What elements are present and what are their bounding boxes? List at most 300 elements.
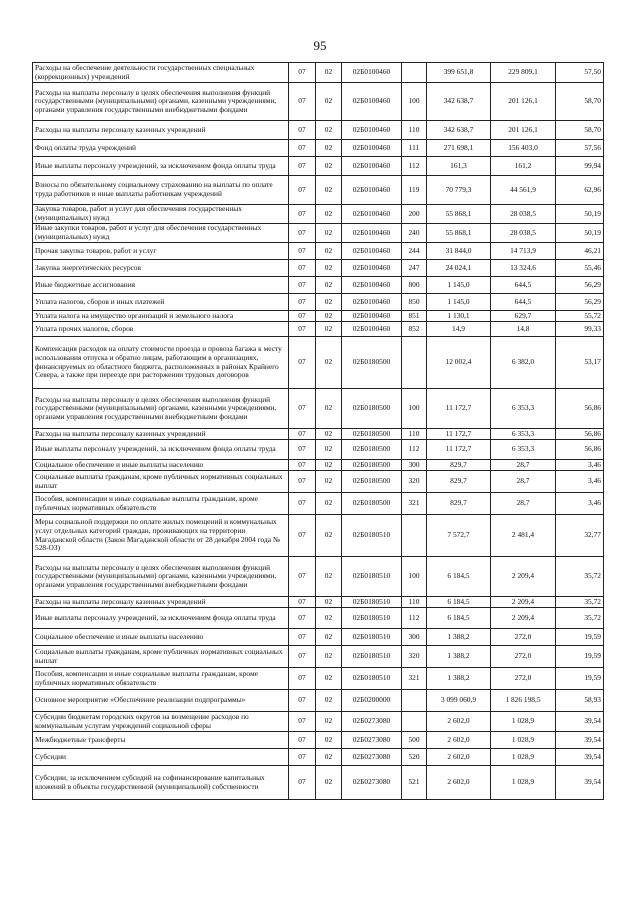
- execution-percent: 39,54: [556, 749, 604, 766]
- execution-percent: 57,56: [556, 140, 604, 157]
- execution-percent: 53,17: [556, 337, 604, 389]
- expense-name: Иные выплаты персоналу учреждений, за исключением фонда оплаты труда: [33, 608, 289, 629]
- section-code: 07: [289, 176, 316, 205]
- subsection-code: 02: [316, 311, 342, 322]
- expense-name: Уплата прочих налогов, сборов: [33, 322, 289, 337]
- execution-percent: 3,46: [556, 493, 604, 515]
- expense-name: Иные бюджетные ассигнования: [33, 277, 289, 294]
- section-code: 07: [289, 732, 316, 749]
- target-article-code: 02Б0180500: [342, 429, 402, 440]
- planned-amount: 342 638,7: [427, 83, 491, 121]
- executed-amount: 156 403,0: [491, 140, 556, 157]
- expense-name: Расходы на выплаты персоналу казенных учреждений: [33, 597, 289, 608]
- section-code: 07: [289, 121, 316, 140]
- table-row: [33, 732, 604, 749]
- planned-amount: 24 024,1: [427, 260, 491, 277]
- table-row: [33, 205, 604, 224]
- planned-amount: 1 388,2: [427, 646, 491, 668]
- table-row: [33, 557, 604, 597]
- target-article-code: 02Б0180500: [342, 460, 402, 471]
- expense-name: Компенсация расходов на оплату стоимости проезда и провоза багажа к месту использования отпуска и обратно лицам, работающим в организациях, финансируемых из областного бюджета, расположенных в районах Крайнего Севера, а также при переезде при расторжении трудовых договоров: [33, 337, 289, 389]
- table-row: [33, 460, 604, 471]
- target-article-code: 02Б0100460: [342, 83, 402, 121]
- expense-type-code: 521: [402, 766, 427, 800]
- subsection-code: 02: [316, 277, 342, 294]
- target-article-code: 02Б0100460: [342, 224, 402, 243]
- target-article-code: 02Б0180500: [342, 337, 402, 389]
- subsection-code: 02: [316, 629, 342, 646]
- expense-name: Пособия, компенсации и иные социальные выплаты гражданам, кроме публичных нормативных обязательств: [33, 493, 289, 515]
- subsection-code: 02: [316, 493, 342, 515]
- execution-percent: 62,96: [556, 176, 604, 205]
- target-article-code: 02Б0180500: [342, 389, 402, 429]
- expense-name: Расходы на выплаты персоналу казенных учреждений: [33, 429, 289, 440]
- planned-amount: 11 172,7: [427, 429, 491, 440]
- execution-percent: 58,93: [556, 690, 604, 712]
- expense-name: Взносы по обязательному социальному страхованию на выплаты по оплате труда работников и иные выплаты работникам учреждений: [33, 176, 289, 205]
- budget-table-body: [33, 63, 604, 800]
- planned-amount: 1 130,1: [427, 311, 491, 322]
- table-row: [33, 712, 604, 732]
- planned-amount: 31 844,0: [427, 243, 491, 260]
- expense-name: Закупка товаров, работ и услуг для обеспечения государственных (муниципальных) нужд: [33, 205, 289, 224]
- executed-amount: 28,7: [491, 493, 556, 515]
- expense-type-code: 520: [402, 749, 427, 766]
- target-article-code: 02Б0100460: [342, 176, 402, 205]
- expense-type-code: 119: [402, 176, 427, 205]
- subsection-code: 02: [316, 712, 342, 732]
- target-article-code: 02Б0273080: [342, 732, 402, 749]
- execution-percent: 50,19: [556, 205, 604, 224]
- expense-name: Расходы на выплаты персоналу в целях обеспечения выполнения функций государственными (муниципальными) органами, казенными учреждениями, органами управления государственными внебюджетными фондами: [33, 83, 289, 121]
- target-article-code: 02Б0180510: [342, 608, 402, 629]
- executed-amount: 1 028,9: [491, 712, 556, 732]
- subsection-code: 02: [316, 597, 342, 608]
- expense-type-code: 111: [402, 140, 427, 157]
- planned-amount: 6 184,5: [427, 597, 491, 608]
- execution-percent: 19,59: [556, 668, 604, 690]
- planned-amount: 271 698,1: [427, 140, 491, 157]
- subsection-code: 02: [316, 260, 342, 277]
- expense-type-code: [402, 515, 427, 557]
- expense-name: Прочая закупка товаров, работ и услуг: [33, 243, 289, 260]
- section-code: 07: [289, 311, 316, 322]
- target-article-code: 02Б0100460: [342, 311, 402, 322]
- expense-type-code: 240: [402, 224, 427, 243]
- expense-name: Расходы на выплаты персоналу в целях обеспечения выполнения функций государственными (муниципальными) органами, казенными учреждениями, органами управления государственными внебюджетными фондами: [33, 557, 289, 597]
- budget-table: [32, 62, 604, 800]
- executed-amount: 201 126,1: [491, 121, 556, 140]
- execution-percent: 58,70: [556, 121, 604, 140]
- expense-type-code: [402, 337, 427, 389]
- execution-percent: 39,54: [556, 732, 604, 749]
- section-code: 07: [289, 493, 316, 515]
- expense-type-code: 200: [402, 205, 427, 224]
- planned-amount: 12 002,4: [427, 337, 491, 389]
- executed-amount: 272,0: [491, 646, 556, 668]
- subsection-code: 02: [316, 646, 342, 668]
- execution-percent: 99,94: [556, 157, 604, 176]
- executed-amount: 6 353,3: [491, 440, 556, 460]
- target-article-code: 02Б0180510: [342, 557, 402, 597]
- expense-type-code: [402, 690, 427, 712]
- table-row: [33, 83, 604, 121]
- executed-amount: 6 353,3: [491, 389, 556, 429]
- table-row: [33, 608, 604, 629]
- executed-amount: 229 809,1: [491, 63, 556, 83]
- planned-amount: 2 602,0: [427, 766, 491, 800]
- expense-name: Расходы на обеспечение деятельности государственных специальных (коррекционных) учреждений: [33, 63, 289, 83]
- expense-type-code: 244: [402, 243, 427, 260]
- executed-amount: 272,0: [491, 668, 556, 690]
- target-article-code: 02Б0100460: [342, 277, 402, 294]
- expense-type-code: 300: [402, 460, 427, 471]
- planned-amount: 1 145,0: [427, 294, 491, 311]
- target-article-code: 02Б0100460: [342, 243, 402, 260]
- subsection-code: 02: [316, 63, 342, 83]
- executed-amount: 644,5: [491, 277, 556, 294]
- executed-amount: 629,7: [491, 311, 556, 322]
- planned-amount: 1 145,0: [427, 277, 491, 294]
- section-code: 07: [289, 515, 316, 557]
- target-article-code: 02Б0100460: [342, 157, 402, 176]
- planned-amount: 55 868,1: [427, 224, 491, 243]
- subsection-code: 02: [316, 243, 342, 260]
- expense-type-code: 851: [402, 311, 427, 322]
- table-row: [33, 749, 604, 766]
- subsection-code: 02: [316, 471, 342, 493]
- section-code: 07: [289, 205, 316, 224]
- planned-amount: 829,7: [427, 460, 491, 471]
- section-code: 07: [289, 766, 316, 800]
- planned-amount: 2 602,0: [427, 732, 491, 749]
- executed-amount: 2 209,4: [491, 557, 556, 597]
- expense-name: Основное мероприятие «Обеспечение реализации подпрограммы»: [33, 690, 289, 712]
- section-code: 07: [289, 471, 316, 493]
- table-row: [33, 646, 604, 668]
- section-code: 07: [289, 429, 316, 440]
- table-row: [33, 322, 604, 337]
- expense-name: Фонд оплаты труда учреждений: [33, 140, 289, 157]
- table-row: [33, 140, 604, 157]
- expense-name: Социальные выплаты гражданам, кроме публичных нормативных социальных выплат: [33, 471, 289, 493]
- section-code: 07: [289, 294, 316, 311]
- expense-name: Социальное обеспечение и иные выплаты населению: [33, 629, 289, 646]
- planned-amount: 2 602,0: [427, 712, 491, 732]
- section-code: 07: [289, 83, 316, 121]
- execution-percent: 39,54: [556, 766, 604, 800]
- subsection-code: 02: [316, 176, 342, 205]
- table-row: [33, 243, 604, 260]
- execution-percent: 55,72: [556, 311, 604, 322]
- planned-amount: 70 779,3: [427, 176, 491, 205]
- planned-amount: 3 099 060,9: [427, 690, 491, 712]
- section-code: 07: [289, 337, 316, 389]
- table-row: [33, 515, 604, 557]
- executed-amount: 1 028,9: [491, 749, 556, 766]
- section-code: 07: [289, 157, 316, 176]
- expense-name: Закупка энергетических ресурсов: [33, 260, 289, 277]
- executed-amount: 6 353,3: [491, 429, 556, 440]
- table-row: [33, 337, 604, 389]
- planned-amount: 342 638,7: [427, 121, 491, 140]
- executed-amount: 14,8: [491, 322, 556, 337]
- expense-type-code: 320: [402, 471, 427, 493]
- subsection-code: 02: [316, 205, 342, 224]
- table-row: [33, 429, 604, 440]
- expense-type-code: [402, 63, 427, 83]
- subsection-code: 02: [316, 389, 342, 429]
- subsection-code: 02: [316, 440, 342, 460]
- table-row: [33, 224, 604, 243]
- target-article-code: 02Б0100460: [342, 63, 402, 83]
- execution-percent: 56,29: [556, 294, 604, 311]
- executed-amount: 644,5: [491, 294, 556, 311]
- target-article-code: 02Б0100460: [342, 121, 402, 140]
- subsection-code: 02: [316, 157, 342, 176]
- section-code: 07: [289, 243, 316, 260]
- table-row: [33, 294, 604, 311]
- table-row: [33, 63, 604, 83]
- expense-type-code: 100: [402, 83, 427, 121]
- expense-type-code: 112: [402, 608, 427, 629]
- planned-amount: 829,7: [427, 471, 491, 493]
- section-code: 07: [289, 646, 316, 668]
- section-code: 07: [289, 322, 316, 337]
- execution-percent: 32,77: [556, 515, 604, 557]
- section-code: 07: [289, 608, 316, 629]
- subsection-code: 02: [316, 224, 342, 243]
- executed-amount: 44 561,9: [491, 176, 556, 205]
- section-code: 07: [289, 749, 316, 766]
- table-row: [33, 440, 604, 460]
- target-article-code: 02Б0180500: [342, 493, 402, 515]
- subsection-code: 02: [316, 668, 342, 690]
- executed-amount: 1 028,9: [491, 766, 556, 800]
- executed-amount: 2 209,4: [491, 608, 556, 629]
- planned-amount: 14,9: [427, 322, 491, 337]
- subsection-code: 02: [316, 460, 342, 471]
- expense-type-code: [402, 712, 427, 732]
- target-article-code: 02Б0180510: [342, 668, 402, 690]
- execution-percent: 3,46: [556, 471, 604, 493]
- section-code: 07: [289, 260, 316, 277]
- planned-amount: 7 572,7: [427, 515, 491, 557]
- execution-percent: 19,59: [556, 629, 604, 646]
- execution-percent: 19,59: [556, 646, 604, 668]
- section-code: 07: [289, 460, 316, 471]
- executed-amount: 14 713,9: [491, 243, 556, 260]
- subsection-code: 02: [316, 732, 342, 749]
- subsection-code: 02: [316, 83, 342, 121]
- section-code: 07: [289, 224, 316, 243]
- target-article-code: 02Б0180510: [342, 646, 402, 668]
- section-code: 07: [289, 389, 316, 429]
- table-row: [33, 690, 604, 712]
- table-row: [33, 766, 604, 800]
- planned-amount: 1 388,2: [427, 629, 491, 646]
- target-article-code: 02Б0273080: [342, 712, 402, 732]
- executed-amount: 201 126,1: [491, 83, 556, 121]
- expense-type-code: 320: [402, 646, 427, 668]
- expense-name: Пособия, компенсации и иные социальные выплаты гражданам, кроме публичных нормативных обязательств: [33, 668, 289, 690]
- execution-percent: 56,86: [556, 389, 604, 429]
- target-article-code: 02Б0100460: [342, 260, 402, 277]
- subsection-code: 02: [316, 337, 342, 389]
- section-code: 07: [289, 557, 316, 597]
- table-row: [33, 176, 604, 205]
- executed-amount: 272,0: [491, 629, 556, 646]
- target-article-code: 02Б0100460: [342, 140, 402, 157]
- expense-type-code: 321: [402, 668, 427, 690]
- target-article-code: 02Б0100460: [342, 322, 402, 337]
- table-row: [33, 493, 604, 515]
- execution-percent: 58,70: [556, 83, 604, 121]
- executed-amount: 161,2: [491, 157, 556, 176]
- target-article-code: 02Б0200000: [342, 690, 402, 712]
- section-code: 07: [289, 277, 316, 294]
- expense-type-code: 110: [402, 121, 427, 140]
- execution-percent: 35,72: [556, 597, 604, 608]
- subsection-code: 02: [316, 766, 342, 800]
- executed-amount: 6 382,0: [491, 337, 556, 389]
- planned-amount: 399 651,8: [427, 63, 491, 83]
- subsection-code: 02: [316, 429, 342, 440]
- section-code: 07: [289, 690, 316, 712]
- table-row: [33, 260, 604, 277]
- table-row: [33, 277, 604, 294]
- expense-type-code: 110: [402, 597, 427, 608]
- target-article-code: 02Б0180500: [342, 440, 402, 460]
- expense-name: Расходы на выплаты персоналу в целях обеспечения выполнения функций государственными (муниципальными) органами, казенными учреждениями, органами управления государственными внебюджетными фондами: [33, 389, 289, 429]
- planned-amount: 829,7: [427, 493, 491, 515]
- table-row: [33, 311, 604, 322]
- subsection-code: 02: [316, 749, 342, 766]
- planned-amount: 55 868,1: [427, 205, 491, 224]
- expense-type-code: 100: [402, 389, 427, 429]
- target-article-code: 02Б0180500: [342, 471, 402, 493]
- execution-percent: 57,50: [556, 63, 604, 83]
- section-code: 07: [289, 629, 316, 646]
- subsection-code: 02: [316, 322, 342, 337]
- expense-type-code: 500: [402, 732, 427, 749]
- table-row: [33, 471, 604, 493]
- subsection-code: 02: [316, 140, 342, 157]
- expense-type-code: 852: [402, 322, 427, 337]
- expense-type-code: 247: [402, 260, 427, 277]
- planned-amount: 11 172,7: [427, 389, 491, 429]
- target-article-code: 02Б0273080: [342, 749, 402, 766]
- expense-type-code: 800: [402, 277, 427, 294]
- execution-percent: 35,72: [556, 557, 604, 597]
- page-number: 95: [313, 38, 327, 53]
- planned-amount: 1 388,2: [427, 668, 491, 690]
- executed-amount: 1 826 198,5: [491, 690, 556, 712]
- target-article-code: 02Б0100460: [342, 205, 402, 224]
- section-code: 07: [289, 140, 316, 157]
- subsection-code: 02: [316, 515, 342, 557]
- target-article-code: 02Б0180510: [342, 629, 402, 646]
- expense-name: Социальные выплаты гражданам, кроме публичных нормативных социальных выплат: [33, 646, 289, 668]
- table-row: [33, 597, 604, 608]
- expense-name: Субсидии, за исключением субсидий на софинансирование капитальных вложений в объекты государственной (муниципальной) собственности: [33, 766, 289, 800]
- execution-percent: 35,72: [556, 608, 604, 629]
- executed-amount: 28 038,5: [491, 205, 556, 224]
- subsection-code: 02: [316, 121, 342, 140]
- expense-name: Иные выплаты персоналу учреждений, за исключением фонда оплаты труда: [33, 440, 289, 460]
- execution-percent: 99,33: [556, 322, 604, 337]
- table-row: [33, 121, 604, 140]
- target-article-code: 02Б0100460: [342, 294, 402, 311]
- expense-type-code: 300: [402, 629, 427, 646]
- section-code: 07: [289, 440, 316, 460]
- expense-name: Уплата налога на имущество организаций и земельного налога: [33, 311, 289, 322]
- expense-name: Субсидии бюджетам городских округов на возмещение расходов по коммунальным услугам учреждений социальной сферы: [33, 712, 289, 732]
- execution-percent: 55,46: [556, 260, 604, 277]
- executed-amount: 28,7: [491, 471, 556, 493]
- expense-name: Расходы на выплаты персоналу казенных учреждений: [33, 121, 289, 140]
- execution-percent: 3,46: [556, 460, 604, 471]
- execution-percent: 50,19: [556, 224, 604, 243]
- subsection-code: 02: [316, 557, 342, 597]
- expense-name: Иные выплаты персоналу учреждений, за исключением фонда оплаты труда: [33, 157, 289, 176]
- execution-percent: 46,21: [556, 243, 604, 260]
- expense-name: Меры социальной поддержки по оплате жилых помещений и коммунальных услуг отдельных категорий граждан, проживающих на территории Магаданской области (Закон Магаданской области от 28 декабря 2004 года № 528-ОЗ): [33, 515, 289, 557]
- target-article-code: 02Б0273080: [342, 766, 402, 800]
- executed-amount: 28,7: [491, 460, 556, 471]
- execution-percent: 56,86: [556, 440, 604, 460]
- planned-amount: 6 184,5: [427, 557, 491, 597]
- expense-type-code: 110: [402, 429, 427, 440]
- expense-name: Субсидии: [33, 749, 289, 766]
- target-article-code: 02Б0180510: [342, 515, 402, 557]
- section-code: 07: [289, 712, 316, 732]
- planned-amount: 161,3: [427, 157, 491, 176]
- expense-name: Уплата налогов, сборов и иных платежей: [33, 294, 289, 311]
- planned-amount: 2 602,0: [427, 749, 491, 766]
- executed-amount: 1 028,9: [491, 732, 556, 749]
- subsection-code: 02: [316, 690, 342, 712]
- expense-type-code: 321: [402, 493, 427, 515]
- section-code: 07: [289, 63, 316, 83]
- subsection-code: 02: [316, 294, 342, 311]
- execution-percent: 56,86: [556, 429, 604, 440]
- executed-amount: 28 038,5: [491, 224, 556, 243]
- table-row: [33, 629, 604, 646]
- table-row: [33, 157, 604, 176]
- section-code: 07: [289, 668, 316, 690]
- execution-percent: 39,54: [556, 712, 604, 732]
- executed-amount: 13 324,6: [491, 260, 556, 277]
- expense-type-code: 100: [402, 557, 427, 597]
- table-row: [33, 389, 604, 429]
- table-row: [33, 668, 604, 690]
- expense-name: Социальное обеспечение и иные выплаты населению: [33, 460, 289, 471]
- target-article-code: 02Б0180510: [342, 597, 402, 608]
- expense-name: Иные закупки товаров, работ и услуг для обеспечения государственных (муниципальных) нужд: [33, 224, 289, 243]
- section-code: 07: [289, 597, 316, 608]
- expense-name: Межбюджетные трансферты: [33, 732, 289, 749]
- executed-amount: 2 481,4: [491, 515, 556, 557]
- planned-amount: 6 184,5: [427, 608, 491, 629]
- planned-amount: 11 172,7: [427, 440, 491, 460]
- expense-type-code: 850: [402, 294, 427, 311]
- executed-amount: 2 209,4: [491, 597, 556, 608]
- subsection-code: 02: [316, 608, 342, 629]
- execution-percent: 56,29: [556, 277, 604, 294]
- expense-type-code: 112: [402, 440, 427, 460]
- expense-type-code: 112: [402, 157, 427, 176]
